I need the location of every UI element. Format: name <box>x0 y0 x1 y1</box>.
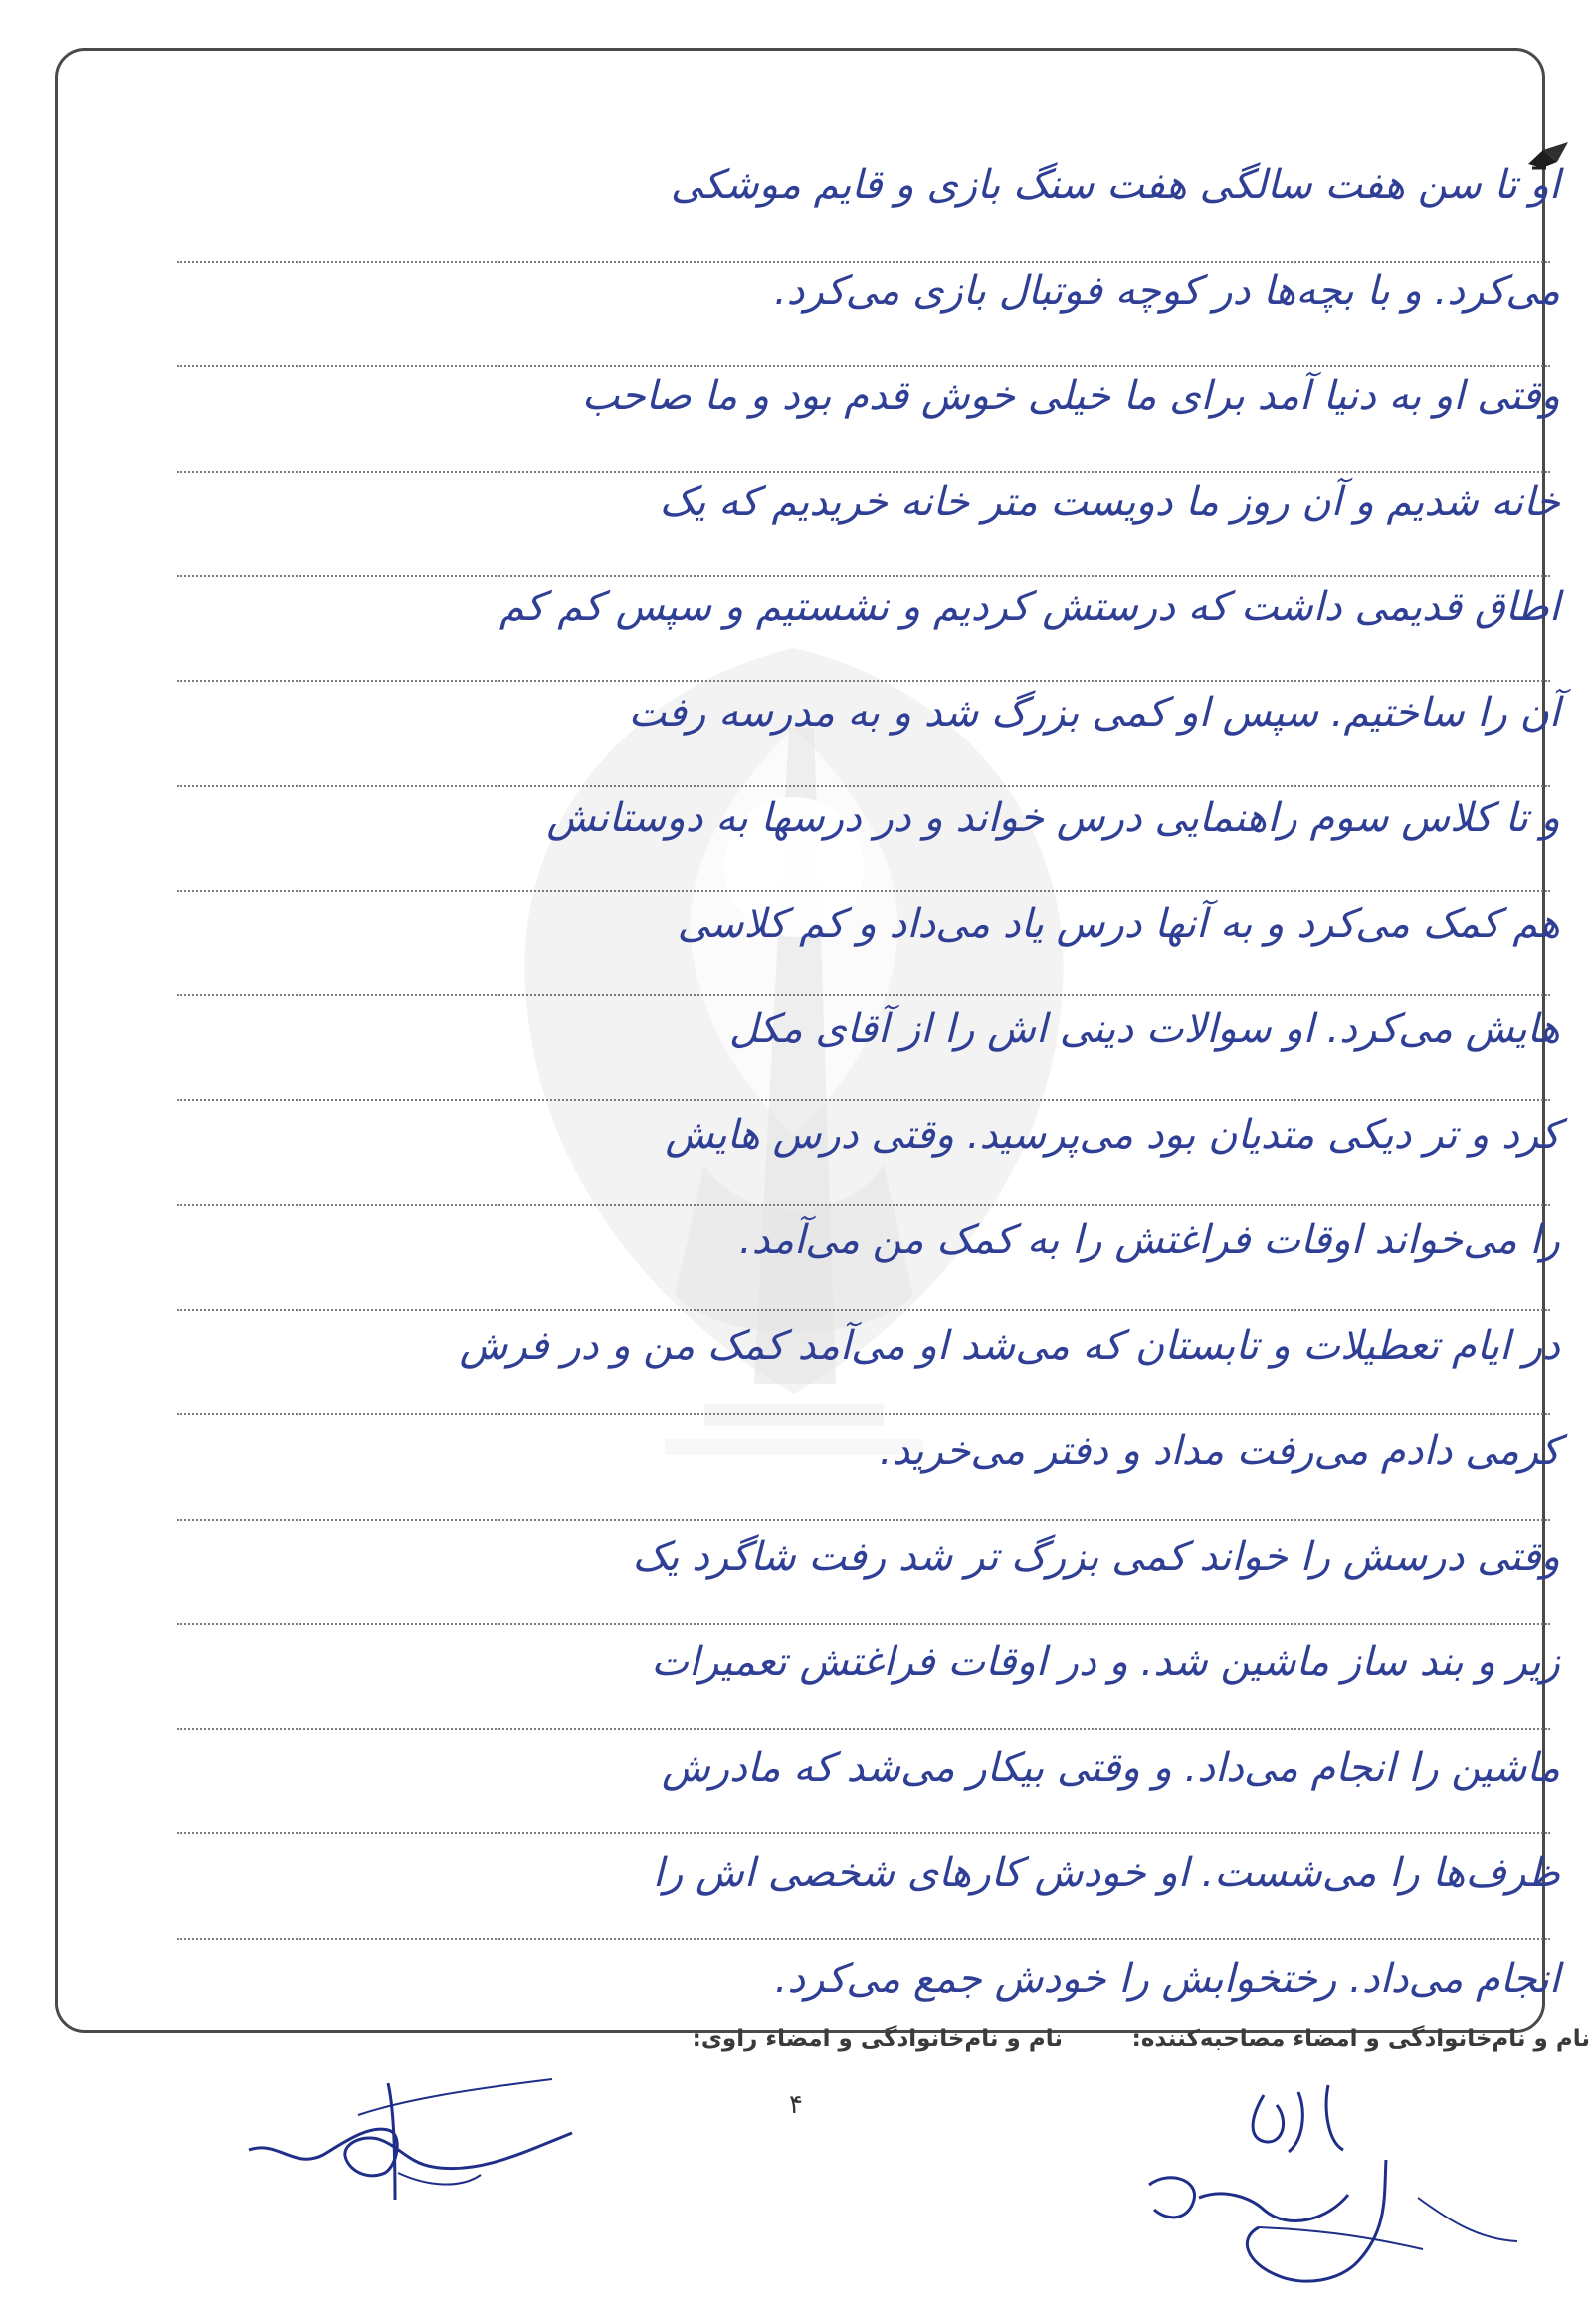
handwritten-line: انجام می‌داد. رختخوابش را خودش جمع می‌کرد. <box>774 1956 1560 2002</box>
document-frame <box>55 48 1590 2052</box>
handwritten-line: خانه شدیم و آن روز ما دویست متر خانه خریدیم که یک <box>659 479 1560 525</box>
handwritten-line: می‌کرد. و با بچه‌ها در کوچه فوتبال بازی می‌کرد. <box>773 268 1560 314</box>
interviewer-signature-label: نام و نام‌خانوادگی و امضاء مصاحبه‌کننده: <box>1131 2026 1590 2052</box>
handwritten-line: کرد و تر دیکی متدیان بود می‌پرسید. وقتی درس هایش <box>665 1112 1560 1158</box>
handwritten-line: او تا سن هفت سالگی هفت سنگ بازی و قایم موشکی <box>670 162 1560 208</box>
handwritten-line: آن را ساختیم. سپس او کمی بزرگ شد و به مدرسه رفت <box>628 690 1560 736</box>
handwritten-line: زیر و بند ساز ماشین شد. و در اوقات فراغتش تعمیرات <box>651 1639 1560 1685</box>
narrator-signature-label: نام و نام‌خانوادگی و امضاء راوی: <box>692 2026 1063 2052</box>
handwritten-line: اطاق قدیمی داشت که درستش کردیم و نشستیم و سپس کم کم <box>498 584 1560 630</box>
handwritten-line: در ایام تعطیلات و تابستان که می‌شد او می‌آمد کمک من و در فرش <box>459 1323 1560 1369</box>
page-number: ۴ <box>789 2090 803 2120</box>
handwritten-line: وقتی او به دنیا آمد برای ما خیلی خوش قدم بود و ما صاحب <box>581 373 1560 419</box>
handwritten-line: را می‌خواند اوقات فراغتش را به کمک من می‌آمد. <box>738 1217 1560 1263</box>
handwritten-line: ظرف‌ها را می‌شست. او خودش کارهای شخصی اش را <box>652 1850 1560 1896</box>
handwritten-text-area <box>167 132 1560 2002</box>
handwritten-line: کرمی دادم می‌رفت مداد و دفتر می‌خرید. <box>879 1428 1560 1474</box>
narrator-signature <box>224 2055 602 2224</box>
interviewer-signature <box>1030 2050 1527 2319</box>
handwritten-line: ماشین را انجام می‌داد. و وقتی بیکار می‌شد که مادرش <box>661 1745 1560 1791</box>
handwritten-line: و تا کلاس سوم راهنمایی درس خواند و در درسها به دوستانش <box>546 795 1560 841</box>
handwritten-line: هایش می‌کرد. او سوالات دینی اش را از آقای مکل <box>728 1006 1560 1052</box>
handwritten-line: هم کمک می‌کرد و به آنها درس یاد می‌داد و کم کلاسی <box>677 901 1560 947</box>
handwritten-line: وقتی درسش را خواند کمی بزرگ تر شد رفت شاگرد یک <box>632 1534 1560 1580</box>
